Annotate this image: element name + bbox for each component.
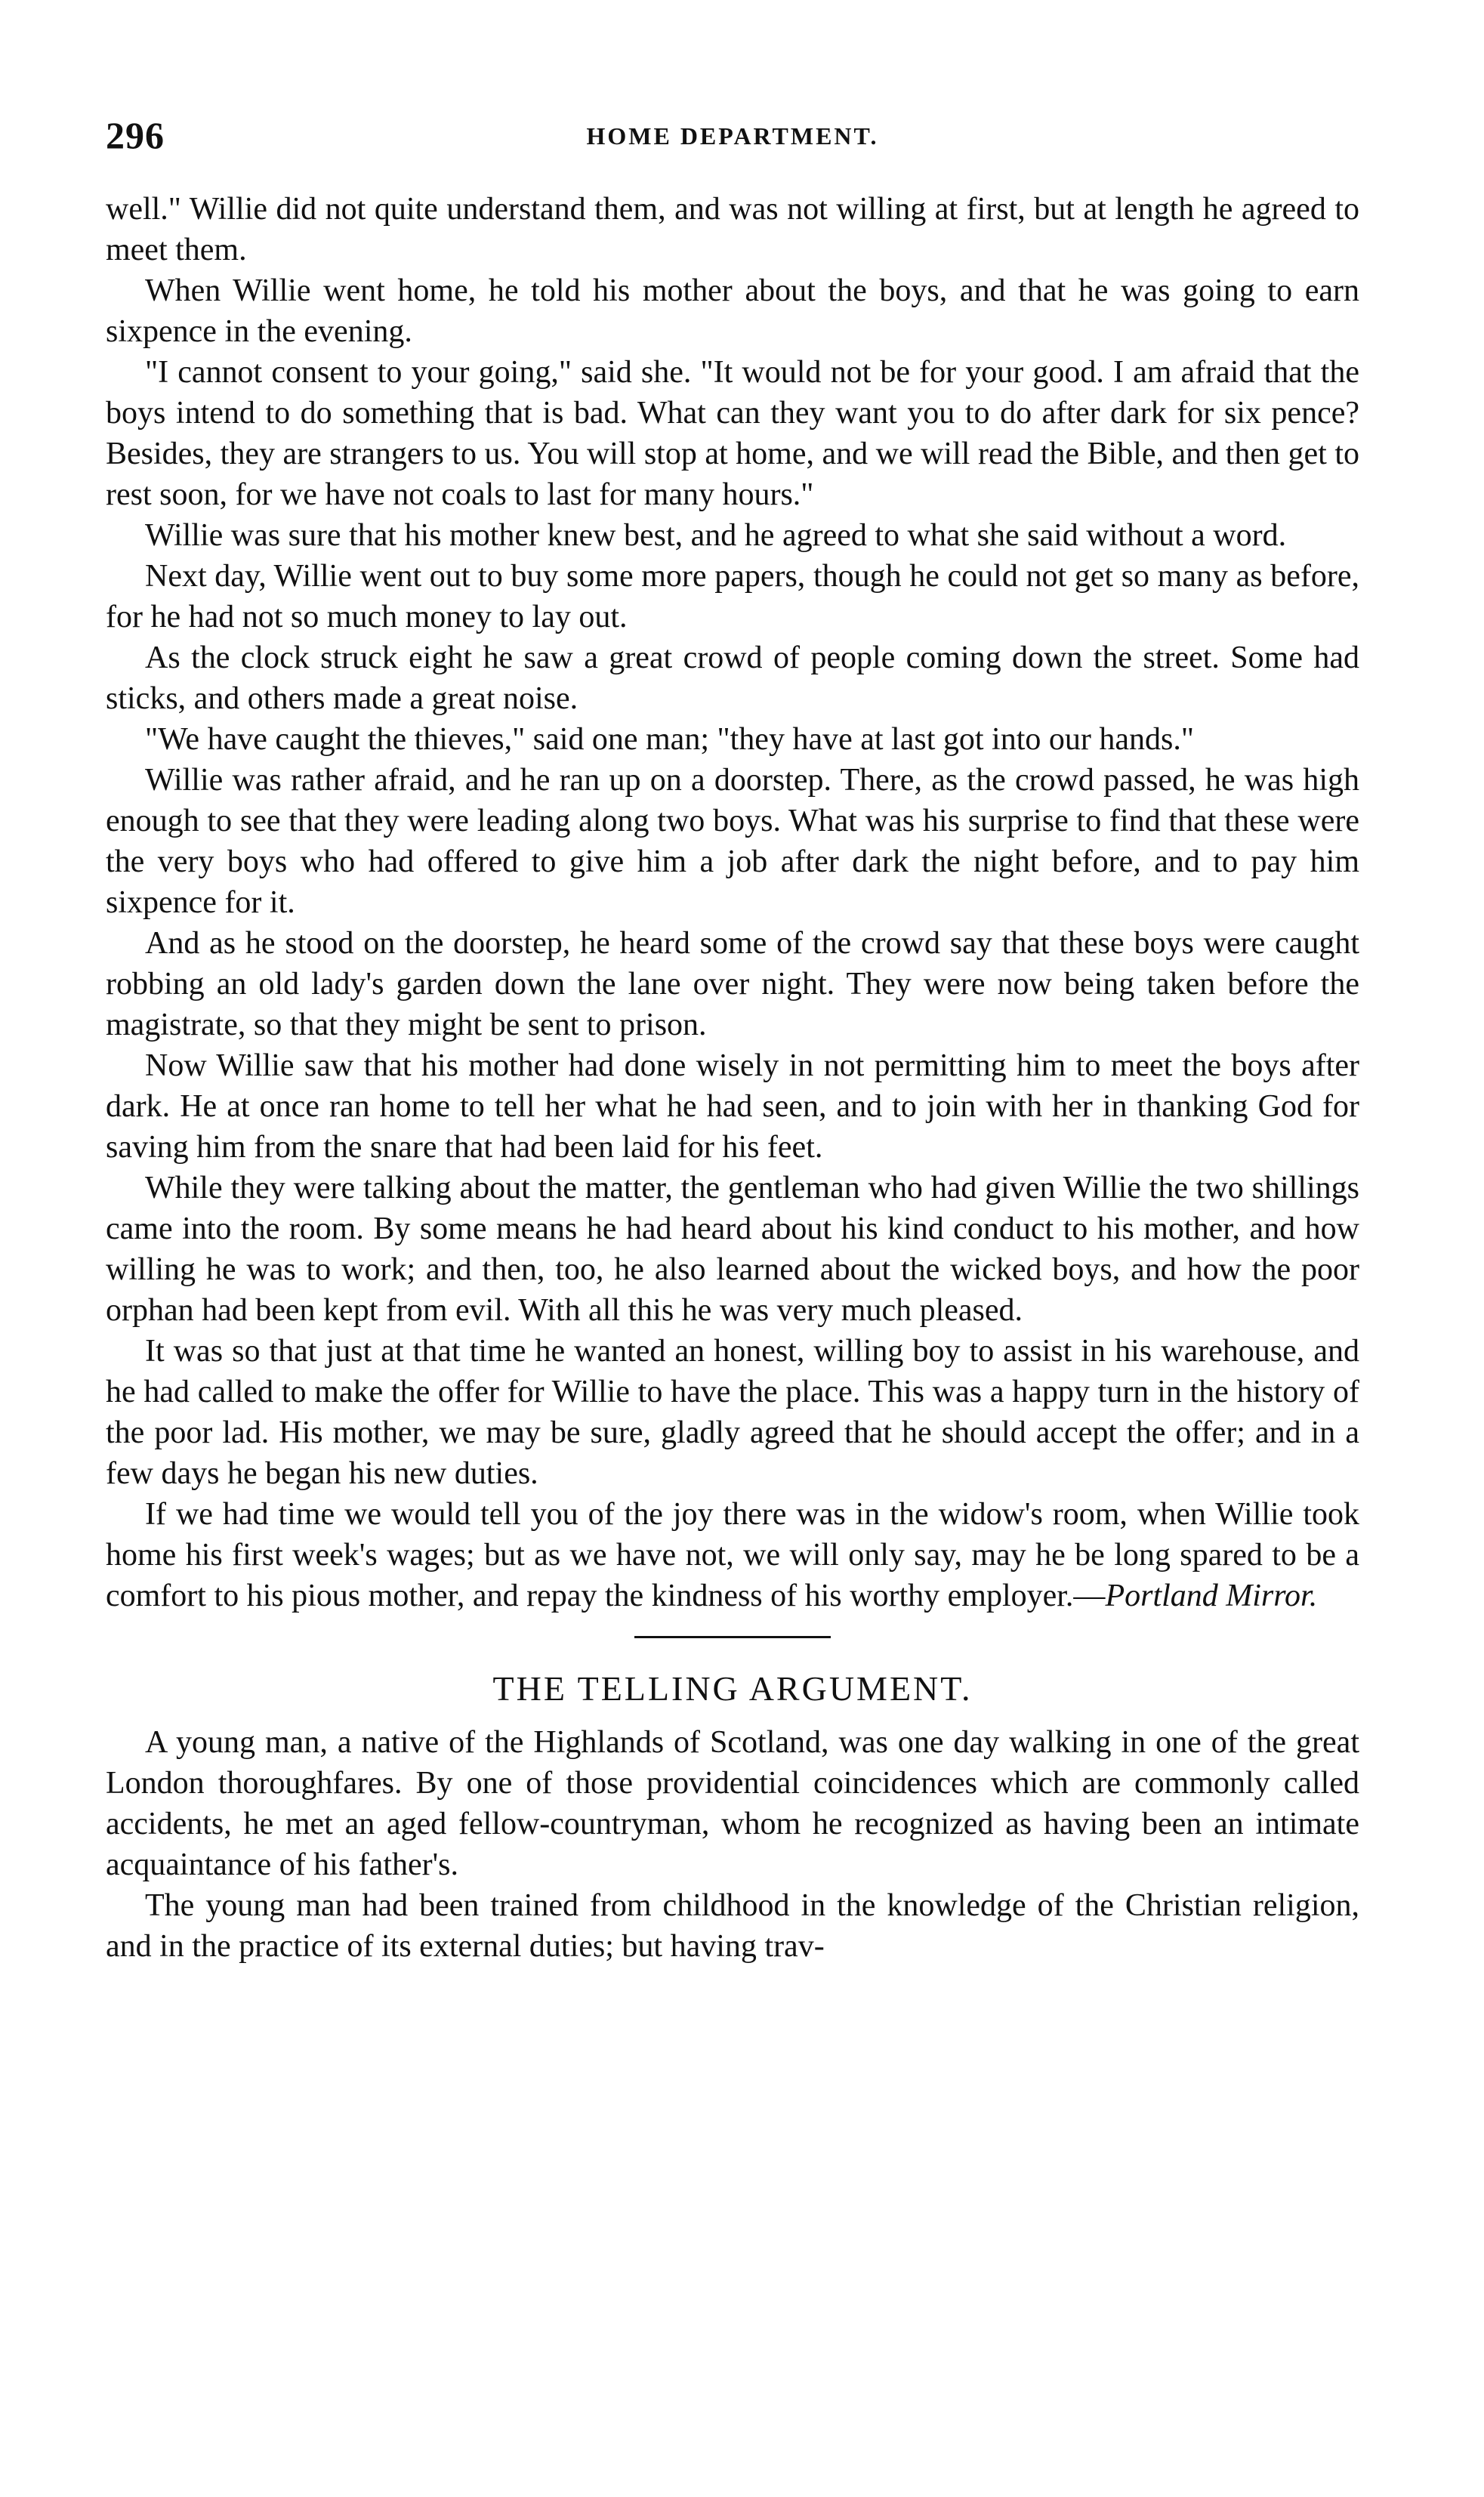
story-paragraph: Next day, Willie went out to buy some more papers, though he could not get so many as before, for he had not so much money to lay out.	[106, 559, 1359, 634]
story-closing-text: If we had time we would tell you of the joy there was in the widow's room, when Willie took home his first week's wages; but as we have not, we will only say, may he be long spared to be a comfort to his pious mother, and repay the kindness of his worthy employer.—	[106, 1497, 1359, 1613]
story-paragraph: And as he stood on the doorstep, he heard some of the crowd say that these boys were caught robbing an old lady's garden down the lane over night. They were now being taken before the magistrate, so that they might be sent to prison.	[106, 926, 1359, 1042]
body-text	[106, 189, 1359, 1967]
story-paragraph: When Willie went home, he told his mother about the boys, and that he was going to earn sixpence in the evening.	[106, 273, 1359, 349]
article-title: THE TELLING ARGUMENT.	[492, 1669, 973, 1708]
story-paragraph: Now Willie saw that his mother had done wisely in not permitting him to meet the boys after dark. He at once ran home to tell her what he had seen, and to join with her in thanking God for saving him from the snare that had been laid for his feet.	[106, 1048, 1359, 1165]
article-paragraph: A young man, a native of the Highlands of Scotland, was one day walking in one of the great London thoroughfares. By one of those providential coincidences which are commonly called accidents, he met an aged fellow-countryman, whom he recognized as having been an intimate acquaintance of his father's.	[106, 1725, 1359, 1882]
story-paragraph: "I cannot consent to your going," said she. "It would not be for your good. I am afraid that the boys intend to do something that is bad. What can they want you to do after dark for six pence? Besides, they are strangers to us. You will stop at home, and we will read the Bible, and then get to rest soon, for we have not coals to last for many hours."	[106, 355, 1359, 512]
running-head: HOME DEPARTMENT.	[586, 122, 879, 150]
story-paragraph: It was so that just at that time he wanted an honest, willing boy to assist in his warehouse, and he had called to make the offer for Willie to have the place. This was a happy turn in the history of the poor lad. His mother, we may be sure, gladly agreed that he should accept the offer; and in a few days he began his new duties.	[106, 1334, 1359, 1491]
story-paragraph: well." Willie did not quite understand them, and was not willing at first, but at length he agreed to meet them.	[106, 192, 1359, 267]
article-paragraph: The young man had been trained from childhood in the knowledge of the Christian religion, and in the practice of its external duties; but having trav-	[106, 1888, 1359, 1964]
section-divider	[634, 1636, 831, 1638]
page-number: 296	[106, 114, 165, 156]
story-paragraph: While they were talking about the matter, the gentleman who had given Willie the two shillings came into the room. By some means he had heard about his kind conduct to his mother, and how willing he was to work; and then, too, he also learned about the wicked boys, and how the poor orphan had been kept from evil. With all this he was very much pleased.	[106, 1171, 1359, 1328]
story-paragraph: "We have caught the thieves," said one man; "they have at last got into our hands."	[145, 722, 1194, 757]
story-paragraph: Willie was sure that his mother knew best, and he agreed to what she said without a word.	[145, 518, 1287, 553]
story-closing-paragraph	[106, 1494, 1359, 1616]
story-paragraph: As the clock struck eight he saw a great crowd of people coming down the street. Some had sticks, and others made a great noise.	[106, 640, 1359, 716]
page-header	[106, 113, 1359, 174]
source-citation: Portland Mirror.	[1105, 1579, 1318, 1613]
story-paragraph: Willie was rather afraid, and he ran up on a doorstep. There, as the crowd passed, he was high enough to see that they were leading along two boys. What was his surprise to find that these were the very boys who had offered to give him a job after dark the night before, and to pay him sixpence for it.	[106, 763, 1359, 920]
